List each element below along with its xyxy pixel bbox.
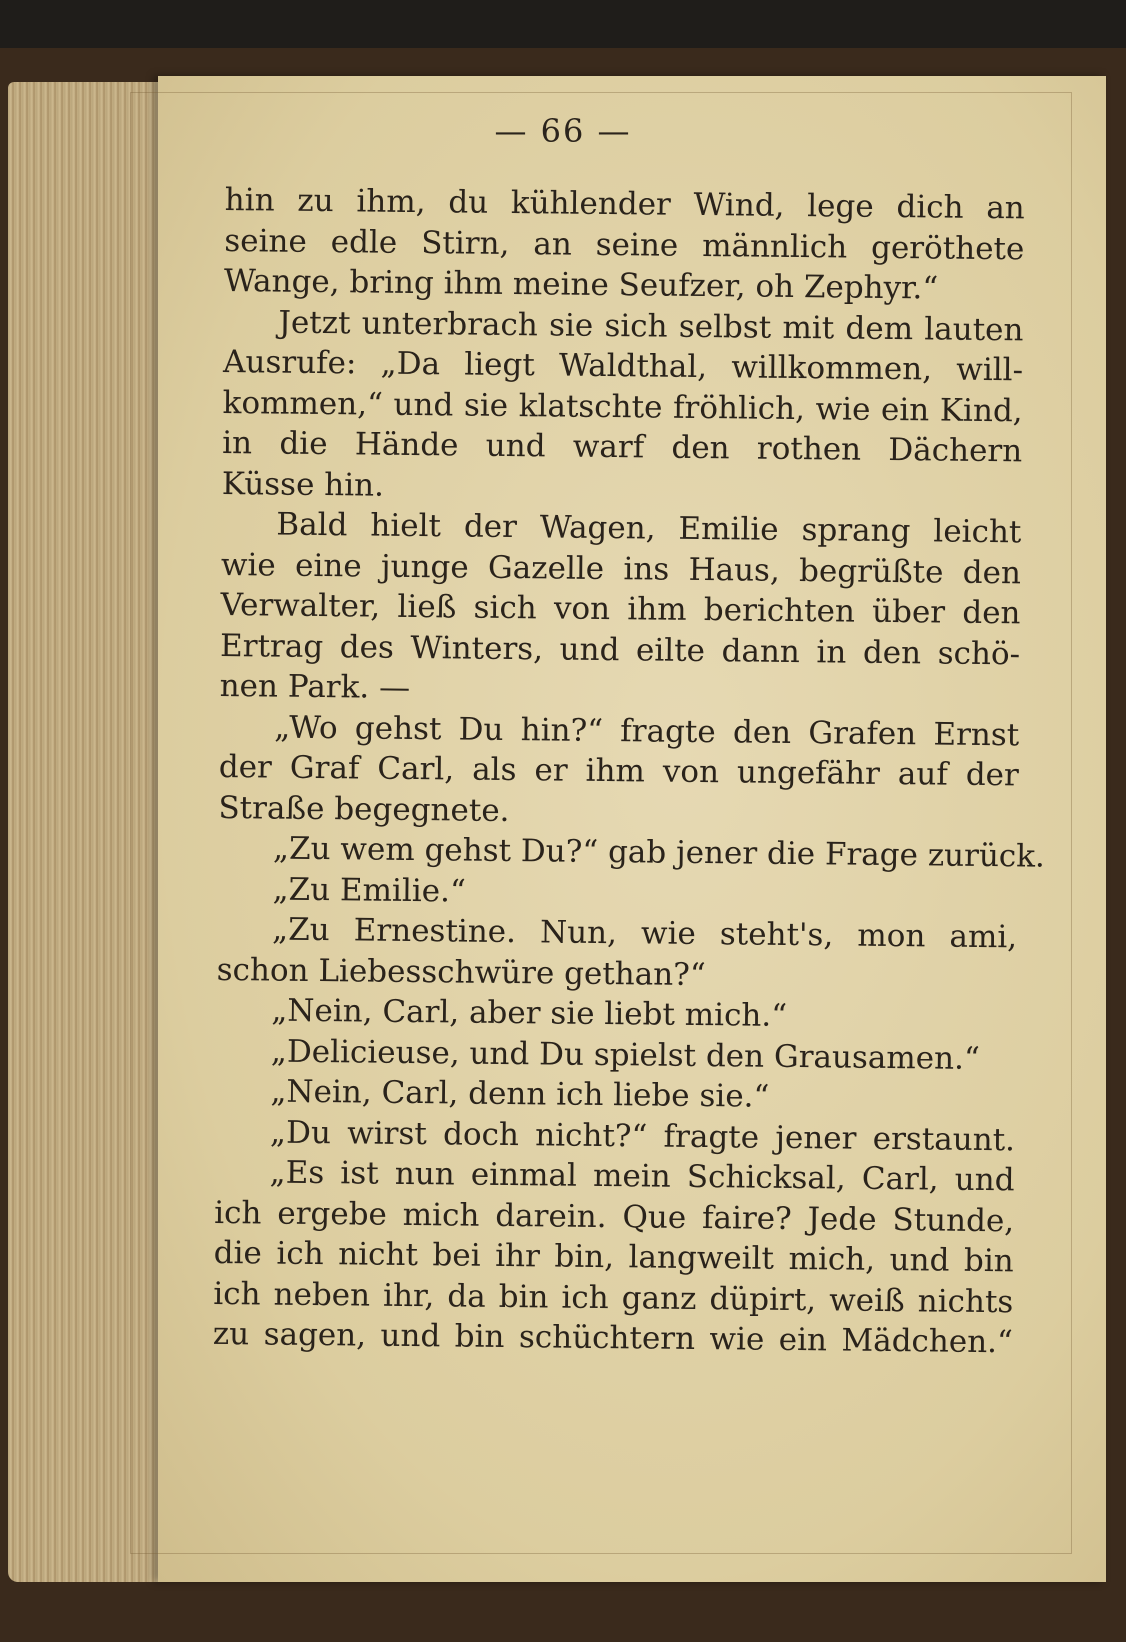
text-line: „Zu wem gehst Du?“ gab jener die Frage zurück. [272, 830, 1046, 875]
page-text [212, 180, 1046, 1363]
text-line: zu sagen, und bin schüchtern wie ein Mädchen.“ [212, 1315, 1014, 1361]
text-line: Verwalter, ließ sich von ihm berichten über den [220, 586, 1021, 632]
text-line: „Delicieuse, und Du spielst den Grausamen.“ [270, 1033, 980, 1077]
text-line: Ausrufe: „Da liegt Waldthal, willkommen, will- [222, 343, 1024, 389]
text-line: „Nein, Carl, denn ich liebe sie.“ [270, 1073, 770, 1115]
text-line: seine edle Stirn, an seine männlich geröthete [224, 222, 1025, 267]
text-line: „Zu Ernestine. Nun, wie steht's, mon ami, [271, 911, 1018, 956]
text-line: schon Liebesschwüre gethan?“ [216, 951, 706, 993]
text-line: wie eine junge Gazelle ins Haus, begrüßte den [220, 546, 1022, 591]
text-line: in die Hände und warf den rothen Dächern [222, 424, 1023, 470]
text-line: „Wo gehst Du hin?“ fragte den Grafen Ernst [274, 709, 1020, 753]
text-line: Küsse hin. [221, 465, 385, 504]
text-line: „Nein, Carl, aber sie liebt mich.“ [271, 992, 788, 1034]
text-line: Straße begegnete. [218, 789, 510, 829]
text-line: Wange, bring ihm meine Seufzer, oh Zephyr.“ [223, 262, 939, 307]
text-line: Ertrag des Winters, und eilte dann in den schö- [219, 627, 1021, 672]
text-line: die ich nicht bei ihr bin, langweilt mich, und bin [213, 1234, 1014, 1280]
text-line: Bald hielt der Wagen, Emilie sprang leicht [276, 506, 1022, 551]
text-line: „Zu Emilie.“ [272, 871, 467, 910]
text-line: der Graf Carl, als er ihm von ungefähr auf der [218, 748, 1019, 794]
text-line: hin zu ihm, du kühlender Wind, lege dich an [224, 181, 1025, 227]
text-line: ich ergebe mich darein. Que faire? Jede Stunde, [213, 1194, 1015, 1239]
page-number: — 66 — [494, 112, 632, 150]
page-edges [8, 82, 158, 1582]
text-line: kommen,“ und sie klatschte fröhlich, wie ein Kind, [222, 384, 1023, 429]
text-line: „Du wirst doch nicht?“ fragte jener erstaunt. [269, 1114, 1016, 1158]
text-line: Jetzt unterbrach sie sich selbst mit dem lauten [278, 304, 1024, 348]
text-line: nen Park. — [219, 667, 411, 706]
text-line: ich neben ihr, da bin ich ganz düpirt, weiß nichts [213, 1275, 1014, 1320]
text-line: „Es ist nun einmal mein Schicksal, Carl, und [269, 1154, 1015, 1199]
